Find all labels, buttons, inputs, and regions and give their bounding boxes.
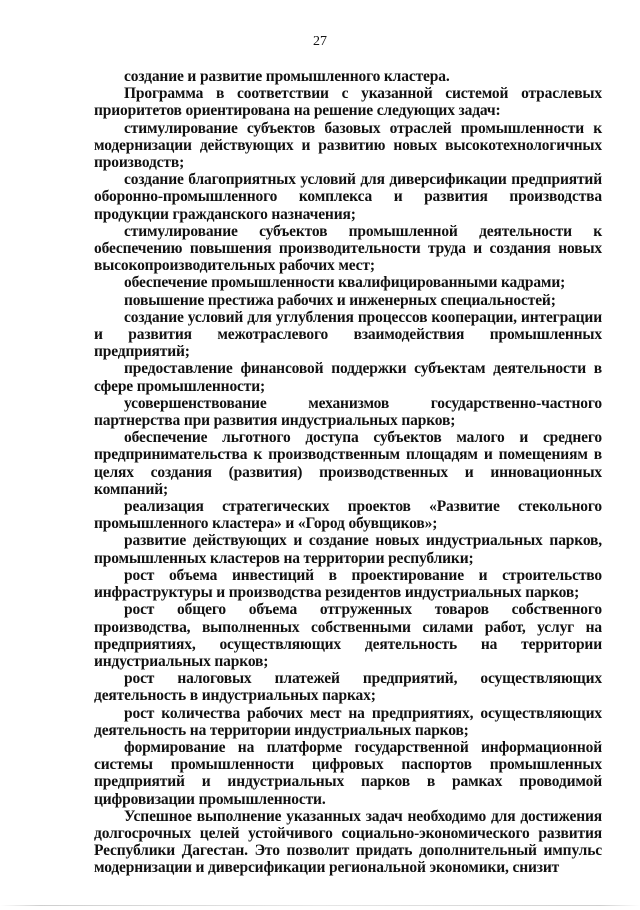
paragraph-task-digital-passports: формирование на платформе государственной информационной системы промышленности цифровых паспортов промышленных предприятий и индустриальных парков в рамках проводимой цифровизации промышленности.: [94, 738, 602, 808]
paragraph-task-shipped-goods: рост общего объема отгруженных товаров собственного производства, выполненных собственными силами работ, услуг на предприятиях, осуществляющих деятельность на территории индустриальных парков;: [94, 601, 602, 670]
paragraph-task-prestige: повышение престижа рабочих и инженерных специальностей;: [124, 291, 556, 309]
paragraph-task-cooperation: создание условий для углубления процессов кооперации, интеграции и развития межотраслевого взаимодействия промышленных предприятий;: [94, 308, 602, 361]
paragraph-task-financial-support: предоставление финансовой поддержки субъектам деятельности в сфере промышленности;: [94, 360, 602, 395]
paragraph-task-modernization: стимулирование субъектов базовых отраслей промышленности к модернизации действующих и развитию новых высокотехнологичных производств;: [94, 119, 602, 172]
paragraph-task-ppp: усовершенствование механизмов государственно-частного партнерства при развития индустриальных парков;: [94, 394, 602, 430]
paragraph-task-sme-access: обеспечение льготного доступа субъектов малого и среднего предпринимательства к производственным площадям и помещениям в целях создания (развития) производственных и инновационных компаний;: [94, 429, 602, 498]
paragraph-task-qualified-staff: обеспечение промышленности квалифицированными кадрами;: [124, 274, 566, 292]
paragraph-task-jobs: рост количества рабочих мест на предприятиях, осуществляющих деятельность на территории индустриальных парков;: [94, 704, 602, 739]
document-body: [94, 68, 602, 877]
paragraph-task-investment-growth: рост объема инвестиций в проектирование и строительство инфраструктуры и производства резидентов индустриальных парков;: [94, 566, 602, 602]
paragraph-conclusion: Успешное выполнение указанных задач необходимо для достижения долгосрочных целей устойчивого социально-экономического развития Республики Дагестан. Это позволит придать дополнительный импульс модернизации и диверсификации региональной экономики, снизит: [94, 807, 602, 877]
paragraph-task-diversification: создание благоприятных условий для диверсификации предприятий оборонно-промышленного комплекса и развития производства продукции гражданского назначения;: [94, 171, 602, 223]
paragraph-cluster-development: создание и развитие промышленного кластера.: [124, 68, 450, 85]
scan-edge-line: [0, 905, 640, 906]
page-number: 27: [313, 34, 327, 49]
paragraph-task-strategic-projects: реализация стратегических проектов «Развитие стекольного промышленного кластера» и «Город обувщиков»;: [94, 498, 602, 533]
paragraph-task-industrial-parks: развитие действующих и создание новых индустриальных парков, промышленных кластеров на территории республики;: [94, 532, 602, 567]
paragraph-task-tax-payments: рост налоговых платежей предприятий, осуществляющих деятельность в индустриальных парках;: [94, 670, 602, 705]
paragraph-program-tasks-intro: Программа в соответствии с указанной системой отраслевых приоритетов ориентирована на решение следующих задач:: [94, 85, 602, 120]
paragraph-task-productivity: стимулирование субъектов промышленной деятельности к обеспечению повышения производительности труда и создания новых высокопроизводительных рабочих мест;: [94, 222, 602, 275]
